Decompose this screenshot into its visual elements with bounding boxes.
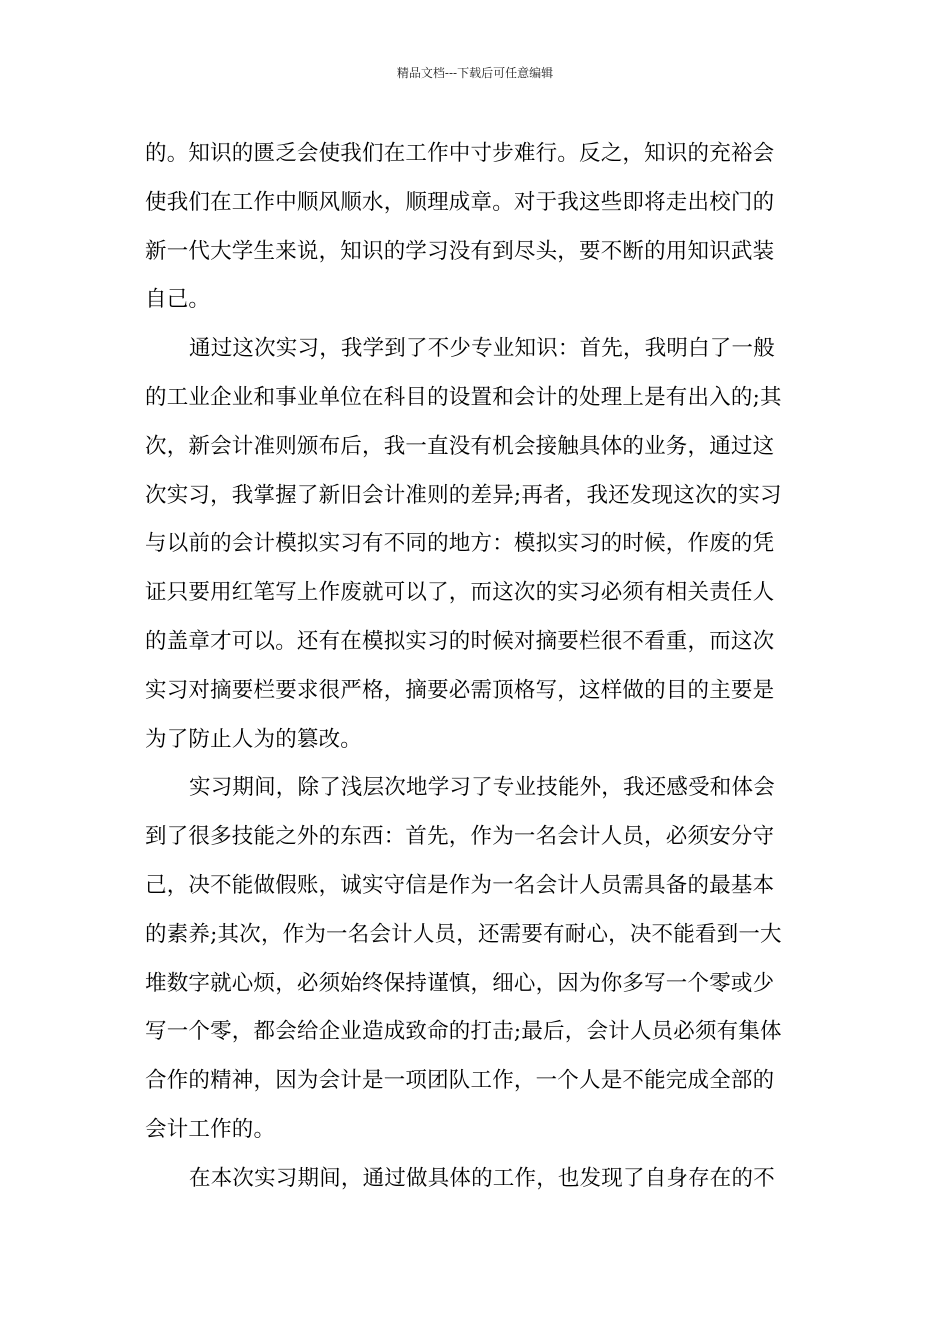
text-line: 己，决不能做假账，诚实守信是作为一名会计人员需具备的最基本	[145, 872, 775, 898]
text-line: 的工业企业和事业单位在科目的设置和会计的处理上是有出入的;其	[145, 384, 782, 410]
text-line: 证只要用红笔写上作废就可以了，而这次的实习必须有相关责任人	[145, 580, 775, 606]
text-line: 为了防止人为的篡改。	[145, 726, 363, 752]
document-body	[145, 130, 807, 1204]
text-line: 次，新会计准则颁布后，我一直没有机会接触具体的业务，通过这	[145, 433, 775, 459]
text-line: 自己。	[145, 287, 211, 313]
paragraph-first-line: 通过这次实习，我学到了不少专业知识：首先，我明白了一般	[189, 336, 775, 362]
text-line: 堆数字就心烦，必须始终保持谨慎，细心，因为你多写一个零或少	[145, 970, 775, 996]
page-header: 精品文档---下载后可任意编辑	[396, 66, 554, 80]
text-line: 与以前的会计模拟实习有不同的地方：模拟实习的时候，作废的凭	[145, 531, 775, 557]
text-line: 合作的精神，因为会计是一项团队工作，一个人是不能完成全部的	[145, 1068, 775, 1094]
text-line: 到了很多技能之外的东西：首先，作为一名会计人员，必须安分守	[145, 824, 775, 850]
text-line: 的。知识的匮乏会使我们在工作中寸步难行。反之，知识的充裕会	[145, 141, 775, 166]
text-line: 次实习，我掌握了新旧会计准则的差异;再者，我还发现这次的实习	[145, 482, 782, 508]
paragraph-first-line: 实习期间，除了浅层次地学习了专业技能外，我还感受和体会	[189, 775, 775, 801]
text-line: 使我们在工作中顺风顺水，顺理成章。对于我这些即将走出校门的	[145, 189, 775, 215]
text-line: 写一个零，都会给企业造成致命的打击;最后，会计人员必须有集体	[145, 1019, 782, 1045]
text-line: 实习对摘要栏要求很严格，摘要必需顶格写，这样做的目的主要是	[145, 677, 775, 703]
text-line: 会计工作的。	[145, 1116, 276, 1142]
paragraph-first-line: 在本次实习期间，通过做具体的工作，也发现了自身存在的不	[189, 1165, 775, 1191]
text-line: 的盖章才可以。还有在模拟实习的时候对摘要栏很不看重，而这次	[145, 628, 775, 654]
text-line: 新一代大学生来说，知识的学习没有到尽头，要不断的用知识武装	[145, 238, 775, 264]
text-line: 的素养;其次，作为一名会计人员，还需要有耐心，决不能看到一大	[145, 921, 782, 947]
